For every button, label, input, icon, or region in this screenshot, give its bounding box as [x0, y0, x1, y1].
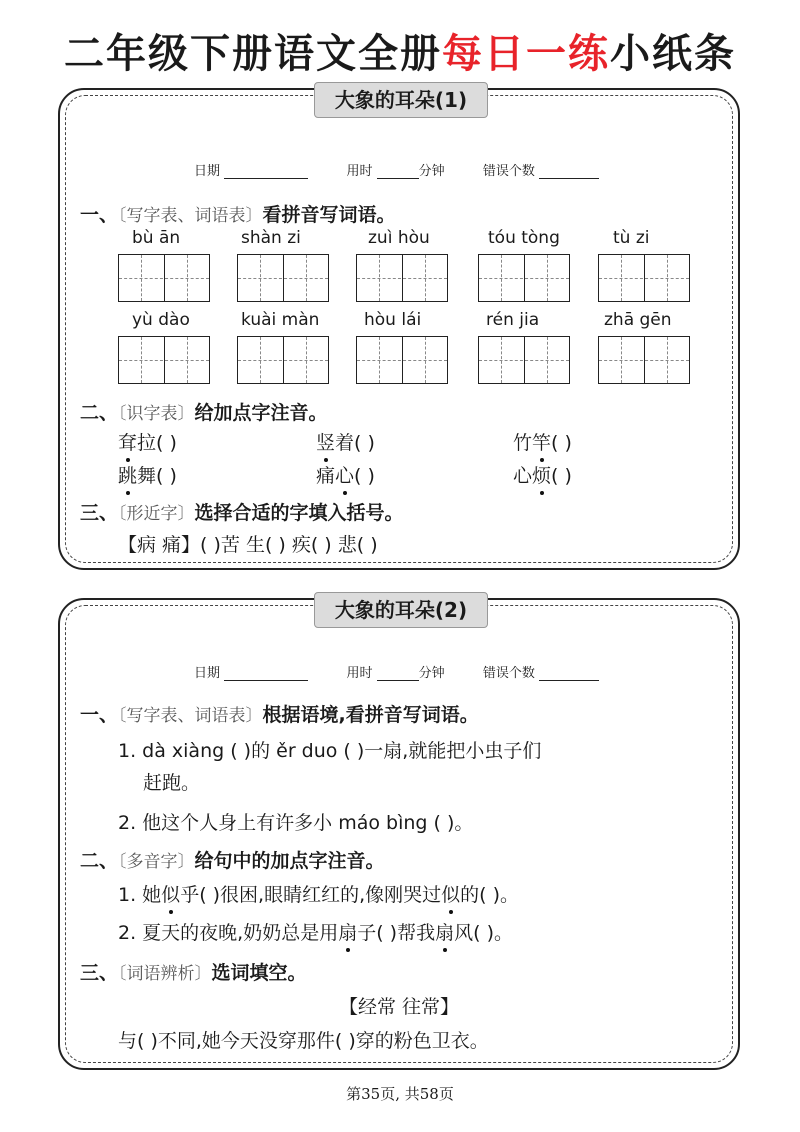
writing-grid[interactable] [118, 336, 210, 384]
card-1-section-3-heading: 三、〔形近字〕选择合适的字填入括号。 [80, 502, 404, 524]
context-question-1: 1. dà xiàng ( )的 ěr duo ( )一扇,就能把小虫子们 [118, 740, 542, 762]
writing-grid[interactable] [356, 336, 448, 384]
polyphone-question-2: 2. 夏天的夜晚,奶奶总是用扇子( )帮我扇风( )。 [118, 918, 513, 945]
annotate-item: 耷拉( ) [118, 428, 177, 455]
pinyin-6: yù dào [132, 310, 190, 330]
annotate-item: 心烦( ) [513, 461, 572, 488]
writing-grid[interactable] [598, 336, 690, 384]
card-2-section-1-heading: 一、〔写字表、词语表〕根据语境,看拼音写词语。 [80, 704, 479, 726]
page-title [0, 22, 800, 79]
annotate-item: 跳舞( ) [118, 461, 177, 488]
time-label: 用时 [346, 666, 373, 681]
pinyin-5: tù zi [613, 228, 650, 248]
page-number: 第35页, 共58页 [346, 1085, 454, 1103]
minutes-label: 分钟 [418, 164, 445, 179]
polyphone-question-1: 1. 她似乎( )很困,眼睛红红的,像刚哭过似的( )。 [118, 880, 519, 907]
similar-char-line: 【病 痛】( )苦 生( ) 疾( ) 悲( ) [118, 534, 378, 556]
writing-grid[interactable] [237, 336, 329, 384]
time-field[interactable] [377, 164, 419, 179]
date-label: 日期 [194, 666, 221, 681]
pinyin-8: hòu lái [364, 310, 422, 330]
errors-label: 错误个数 [482, 666, 535, 681]
errors-label: 错误个数 [482, 164, 535, 179]
annotate-item: 痛心( ) [316, 461, 375, 488]
date-label: 日期 [194, 164, 221, 179]
context-question-2: 2. 他这个人身上有许多小 máo bìng ( )。 [118, 812, 474, 834]
time-field[interactable] [377, 666, 419, 681]
pinyin-9: rén jia [486, 310, 540, 330]
card-2-section-2-heading: 二、〔多音字〕给句中的加点字注音。 [80, 850, 385, 872]
minutes-label: 分钟 [418, 666, 445, 681]
exercise-card-2 [58, 598, 740, 1070]
annotate-item: 竖着( ) [316, 428, 375, 455]
pinyin-1: bù ān [132, 228, 181, 248]
fill-blank-sentence: 与( )不同,她今天没穿那件( )穿的粉色卫衣。 [118, 1030, 489, 1052]
title-part-2-red: 每日一练 [442, 31, 610, 77]
writing-grid[interactable] [598, 254, 690, 302]
pinyin-10: zhā gēn [604, 310, 672, 330]
errors-field[interactable] [539, 164, 599, 179]
writing-grid[interactable] [478, 254, 570, 302]
pinyin-3: zuì hòu [368, 228, 430, 248]
pinyin-2: shàn zi [241, 228, 301, 248]
card-1-title: 大象的耳朵(1) [314, 82, 488, 118]
exercise-card-1 [58, 88, 740, 570]
word-options: 【经常 往常】 [338, 996, 460, 1018]
writing-grid[interactable] [237, 254, 329, 302]
title-part-3: 小纸条 [610, 31, 736, 77]
date-field[interactable] [224, 164, 308, 179]
writing-grid[interactable] [478, 336, 570, 384]
title-part-1: 二年级下册语文全册 [64, 31, 442, 77]
card-1-meta [194, 160, 599, 179]
writing-grid[interactable] [118, 254, 210, 302]
card-2-section-3-heading: 三、〔词语辨析〕选词填空。 [80, 962, 307, 984]
card-2-title: 大象的耳朵(2) [314, 592, 488, 628]
errors-field[interactable] [539, 666, 599, 681]
pinyin-4: tóu tòng [488, 228, 560, 248]
card-2-meta [194, 662, 599, 681]
date-field[interactable] [224, 666, 308, 681]
annotate-item: 竹竿( ) [513, 428, 572, 455]
card-1-section-1-heading: 一、〔写字表、词语表〕看拼音写词语。 [80, 204, 396, 226]
writing-grid[interactable] [356, 254, 448, 302]
pinyin-7: kuài màn [241, 310, 320, 330]
time-label: 用时 [346, 164, 373, 179]
card-1-section-2-heading: 二、〔识字表〕给加点字注音。 [80, 402, 328, 424]
context-question-1-cont: 赶跑。 [143, 772, 201, 794]
